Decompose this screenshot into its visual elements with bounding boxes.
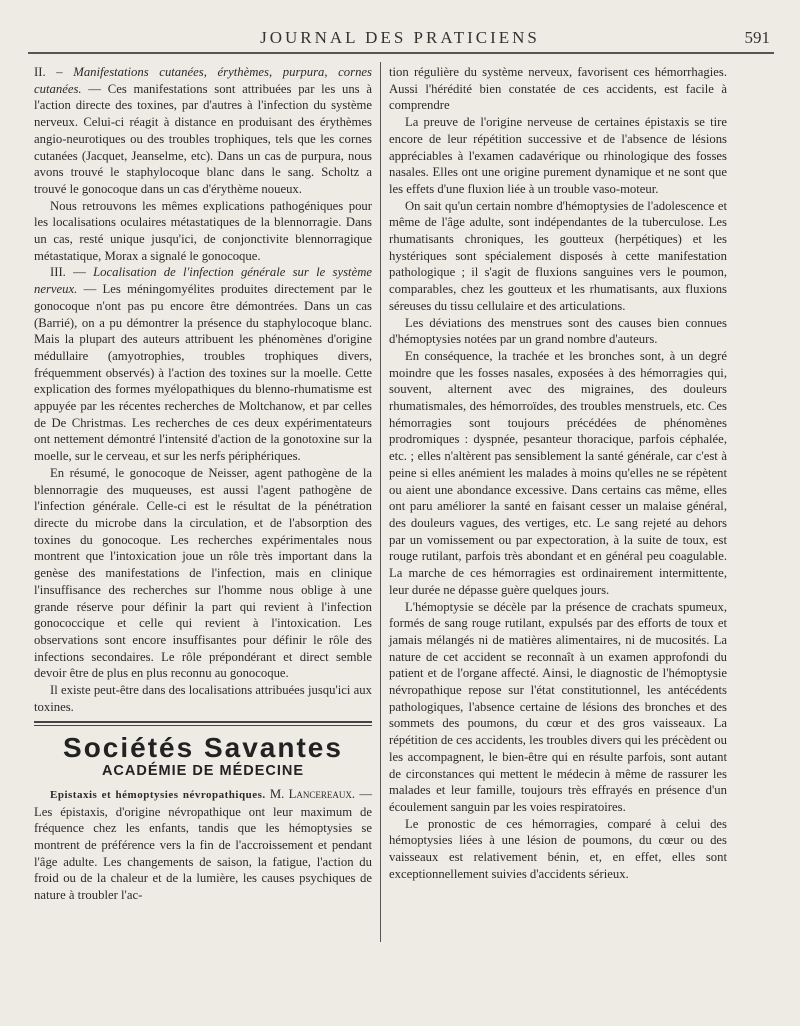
paragraph-adolescence: On sait qu'un certain nombre d'hémoptysies de l'adolescence et même de l'âge adulte, sont indépendantes de la tuberculose. Les rhumatisants chroniques, les goutteux (herpétiques) et les hystériques sont spécialement disposés à cette manifestation pathologique ; il s'agit de fluxions sanguines vers le poumon, comparables, chez les goutteux et les rhumatisants, aux fluxions séreuses du tissu cellulaire et des articulations. [389, 198, 727, 313]
header-rule [28, 52, 774, 54]
section-rule-thin [34, 725, 372, 726]
page-number: 591 [744, 28, 770, 47]
article-author: M. Lancereaux. [265, 786, 356, 801]
paragraph-epistaxis-intro [34, 786, 372, 904]
section-number: II. [34, 65, 46, 79]
paragraph-menstrual: Les déviations des menstrues sont des causes bien connues d'hémoptysies notées par un grand nombre d'auteurs. [389, 315, 727, 347]
section-title: Sociétés Savantes [63, 732, 343, 764]
right-column [389, 64, 727, 882]
paragraph-text: — Les méningomyélites produites directement par le gonocoque n'ont pas pu encore être démontrées. Dans un cas (Barrié), on a pu démontrer la présence du staphylocoque blanc. Mais la plupart des auteurs attribuent les phénomènes d'origine médullaire (amyotrophies, troubles trophiques divers, fréquemment observés) à l'action des toxines sur la moelle. Cette explication des formes myélopathiques du blenno-rhumatisme est appuyée par les récentes recherches de Moltchanow, et par celles de De Christmas. Les recherches de ces deux expérimentateurs ont nettement démontré l'intensité d'action de la gonotoxine sur la moelle, sur le cerveau, et sur les nerfs périphériques. [34, 282, 372, 464]
paragraph-heredity: tion régulière du système nerveux, favorisent ces hémorrhagies. Aussi l'hérédité bien constatée de ces accidents, est facile à comprendre [389, 65, 727, 113]
academy-heading: ACADÉMIE DE MÉDECINE [101, 763, 305, 780]
paragraph-prognosis: Le pronostic de ces hémorragies, comparé à celui des hémoptysies liées à une lésion de poumons, du cœur ou des vaisseaux est relativement bénin, et, en effet, elles sont exceptionnellement suivies d'accidents sérieux. [389, 816, 727, 881]
paragraph-ocular: Nous retrouvons les mêmes explications pathogéniques pour les localisations oculaires métastatiques de la blennorragie. Dans un cas, resté unique jusqu'ici, de conjonctivite blennorragique métastatique, Morax a signalé le gonocoque. [34, 198, 372, 263]
section-rule [34, 721, 372, 723]
article-title: Epistaxis et hémoptysies névropathiques. [50, 788, 266, 801]
column-divider [380, 62, 381, 942]
paragraph-cutaneous: II. – Manifestations cutanées, érythèmes, purpura, cornes cutanées. — Ces manifestations sont attribuées par les uns à l'action directe des toxines, par d'autres à l'infection du système nerveux. Celui-ci réagit à distance en produisant des érythèmes angio-neurotiques ou des troubles trophiques, tels que les cornes cutanées (Jacquet, Jeanselme, etc). Dans un cas de purpura, nous avons trouvé le staphylocoque blanc dans le sang. Scholtz a trouvé le gonocoque dans un cas d'érythème noueux. [34, 65, 372, 196]
paragraph-summary: En résumé, le gonocoque de Neisser, agent pathogène de la blennorragie des muqueuses, est aussi l'agent pathogène de l'infection générale. Celle-ci est le résultat de la pénétration directe du microbe dans la circulation, et de l'absorption des toxines du gonocoque. Les recherches expérimentales nous montrent que l'intoxication joue un rôle très important dans la genèse des manifestations de l'infection, mais en clinique l'insuffisance des recherches sur l'homme nous oblige à une grande réserve pour définir la part qui revient à l'infection gonococcique et celle qui revient à l'intoxication. Les observations sont encore insuffisantes pour définir le rôle des infections secondaires. Le rôle prépondérant et direct semble devoir être de plus en plus reconnu au gonocoque. [34, 465, 372, 681]
paragraph-text: — Ces manifestations sont attribuées par les uns à l'action directe des toxines, par d'autres à l'infection du système nerveux. Celui-ci réagit à distance en produisant des érythèmes angio-neurotiques ou des troubles trophiques, tels que les cornes cutanées (Jacquet, Jeanselme, etc). Dans un cas de purpura, nous avons trouvé le staphylocoque blanc dans le sang. Scholtz a trouvé le gonocoque dans un cas d'érythème noueux. [34, 81, 372, 196]
paragraph-nervous-origin: La preuve de l'origine nerveuse de certaines épistaxis se tire encore de leur répétition successive et de l'absence de lésions appréciables à l'examen cadavérique ou rhinologique des fosses nasales. Elles ont une origine purement dynamique et ne sont que les effets d'une fluxion liée à un trouble vaso-moteur. [389, 115, 727, 196]
page-header [0, 28, 800, 50]
subsection-title: Manifestations cutanées, érythèmes, purpura, cornes cutanées. [34, 65, 372, 96]
paragraph-nervous-system: III. — Localisation de l'infection générale sur le système nerveux. — Les méningomyélites produites directement par le gonocoque n'ont pas pu encore être démontrées. Dans un cas (Barrié), on a pu démontrer la présence du staphylocoque blanc. Mais la plupart des auteurs attribuent les phénomènes d'origine médullaire (amyotrophies, troubles trophiques divers, fréquemment observés) à l'action des toxines sur la moelle. Cette explication des formes myélopathiques du blenno-rhumatisme est appuyée par les récentes recherches de Moltchanow, et par celles de De Christmas. Les recherches de ces deux expérimentateurs ont nettement démontré l'intensité d'action de la gonotoxine sur la moelle, sur le cerveau, et sur les nerfs périphériques. [34, 265, 372, 464]
paragraph-text: — Les épistaxis, d'origine névropathique ont leur maximum de fréquence chez les enfants, tandis que les hémoptysies se montrent de préférence vers la fin de l'accroissement et pendant l'âge adulte. Les changements de saison, la fatigue, l'action du froid ou de la chaleur et de la lumière, les causes psychiques de nature à troubler l'ac- [34, 786, 373, 903]
section-number: III. [50, 265, 66, 280]
paragraph-consequence: En conséquence, la trachée et les bronches sont, à un degré moindre que les fosses nasales, exposées à des hémorragies qui, souvent, alternent avec des migraines, des douleurs rhumatismales, des hémorroïdes, des troubles menstruels, etc. Ces hémorragies sont toujours précédées de phénomènes prodromiques : dyspnée, pesanteur thoracique, parfois céphalée, etc. ; elles n'altèrent pas sensiblement la santé générale, car c'est à peine si elles anémient les malades à moins qu'elles ne se répètent ou aient une abondance excessive. Dans certains cas même, elles ont paru améliorer la santé en faisant cesser un malaise général, des douleurs vagues, des vertiges, etc. Le sang rejeté au dehors par un vomissement ou par expectoration, à la suite de toux, est rouge rutilant, parfois très abondant et en général peu coagulable. La marche de ces hémorragies est ordinairement intermittente, leur durée ne dépasse guère quelques jours. [389, 348, 727, 597]
subsection-title: Localisation de l'infection générale sur le système nerveux. [34, 265, 372, 297]
paragraph-hemoptysis: L'hémoptysie se décèle par la présence de crachats spumeux, formés de sang rouge rutilant, expulsés par des efforts de toux et jamais mélangés ni de matières alimentaires, ni de mucosités. La nature de cet accident se reconnaît à un examen approfondi du patient et de l'organe affecté. Ainsi, le diagnostic de l'hémoptysie névropathique repose sur l'état constitutionnel, les antécédents pathologiques, l'absence certaine de lésions des bronches et des sommets des poumons, du cœur et des gros vaisseaux. La répétition de ces accidents, les troubles divers qui les précèdent ou les accompagnent, le bien-être qui en résulte parfois, sont autant de circonstances qui mettent le médecin à même de rassurer les malades et leur famille, toujours très effrayés en présence d'un écoulement sanguin par les voies respiratoires. [389, 599, 727, 814]
journal-title: JOURNAL DES PRATICIENS [260, 28, 540, 47]
paragraph-toxins: Il existe peut-être dans des localisations attribuées jusqu'ici aux toxines. [34, 683, 372, 714]
left-column [34, 64, 372, 904]
